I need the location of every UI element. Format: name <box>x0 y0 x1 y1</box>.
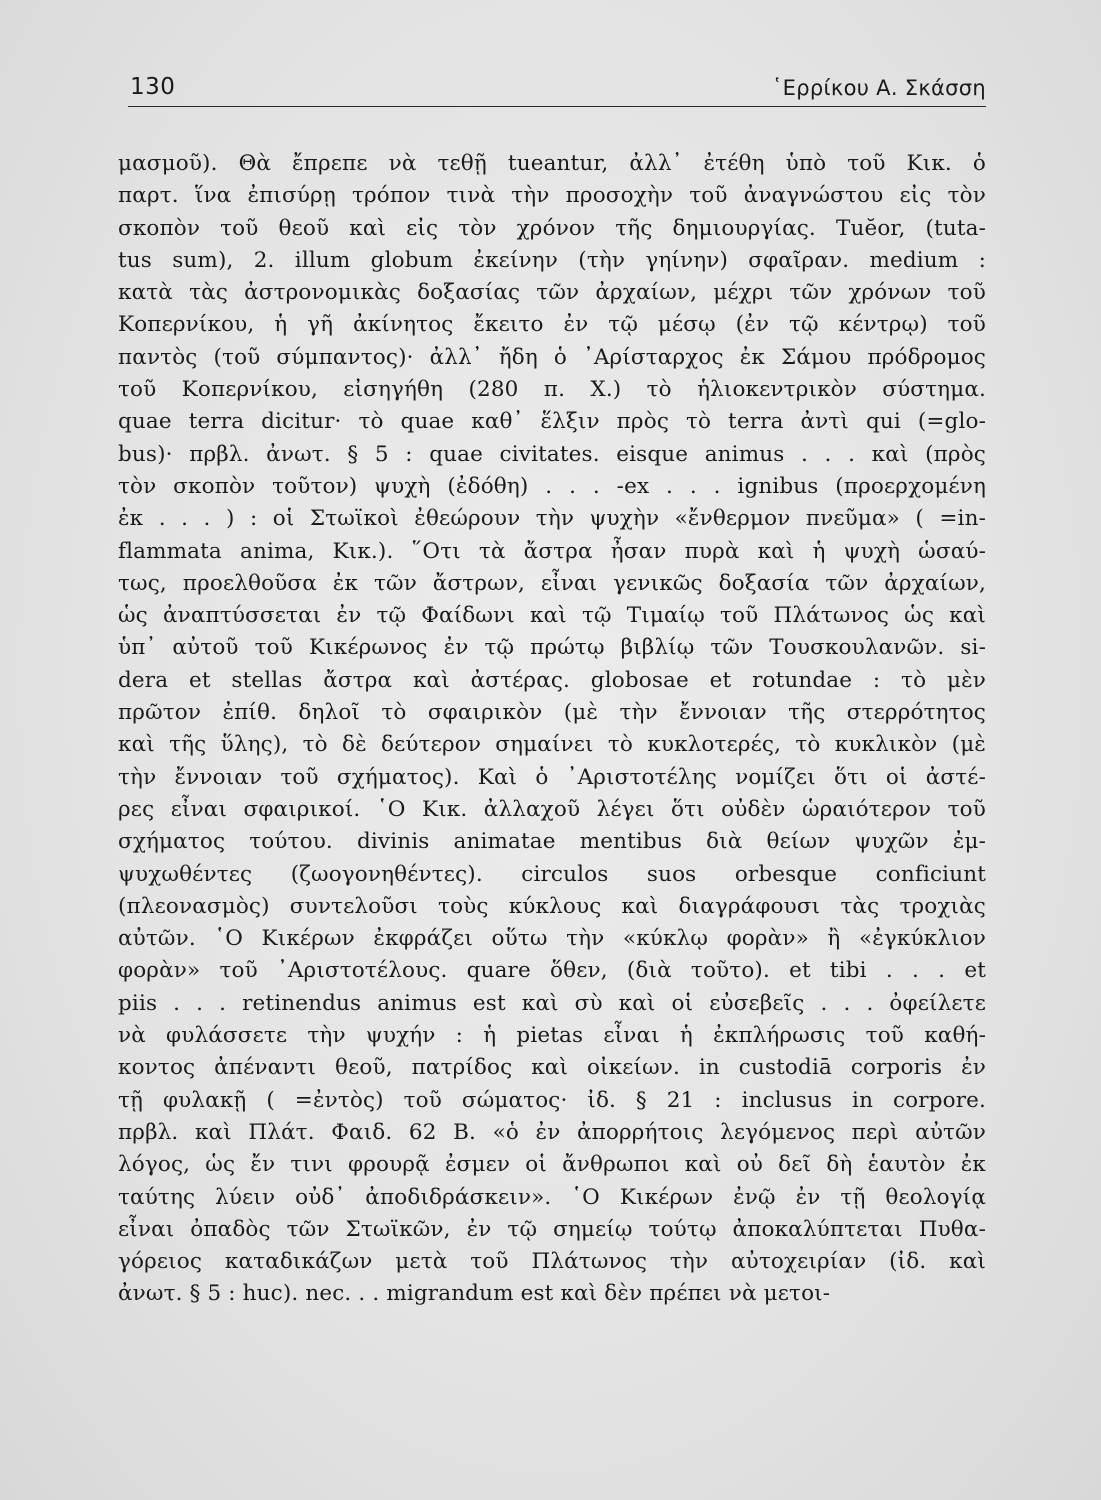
text-line: τὸν σκοπὸν τοῦτον) ψυχὴ (ἐδόθη) . . . -ex . . . ignibus (προερχομένη <box>118 473 986 499</box>
text-line: ψυχωθέντες (ζωογονηθέντες). circulos suos orbesque conficiunt <box>118 861 986 887</box>
text-line: ὑπ᾿ αὐτοῦ τοῦ Κικέρωνος ἐν τῷ πρώτῳ βιβλίῳ τῶν Τουσκουλανῶν. si- <box>118 635 986 661</box>
text-line: τῇ φυλακῇ ( =ἐντὸς) τοῦ σώματος· ἰδ. § 21 : inclusus in corpore. <box>118 1087 986 1113</box>
commentary-text <box>118 148 986 1311</box>
text-line: εἶναι ὀπαδὸς τῶν Στωϊκῶν, ἐν τῷ σημείῳ τούτῳ ἀποκαλύπτεται Πυθα- <box>118 1216 986 1242</box>
text-line: ταύτης λύειν οὐδ᾿ ἀποδιδράσκειν». ῾Ο Κικέρων ἐνῷ ἐν τῇ θεολογίᾳ <box>118 1184 986 1210</box>
text-line: φορὰν» τοῦ ᾿Αριστοτέλους. quare ὅθεν, (διὰ τοῦτο). et tibi . . . et <box>118 958 986 984</box>
text-line: quae terra dicitur· τὸ quae καθ᾿ ἕλξιν πρὸς τὸ terra ἀντὶ qui (=glo- <box>118 409 986 435</box>
text-line: ἀνωτ. § 5 : huc). nec. . . migrandum est καὶ δὲν πρέπει νὰ μετοι- <box>118 1281 831 1307</box>
text-line: νὰ φυλάσσετε τὴν ψυχήν : ἡ pietas εἶναι ἡ ἐκπλήρωσις τοῦ καθή- <box>118 1023 986 1049</box>
text-line: κατὰ τὰς ἀστρονομικὰς δοξασίας τῶν ἀρχαίων, μέχρι τῶν χρόνων τοῦ <box>118 280 986 306</box>
page-header <box>128 72 986 107</box>
text-line: σκοπὸν τοῦ θεοῦ καὶ εἰς τὸν χρόνον τῆς δημιουργίας. Tuĕor, (tuta- <box>118 215 986 241</box>
text-line: σχήματος τούτου. divinis animatae mentibus διὰ θείων ψυχῶν ἐμ- <box>118 829 986 855</box>
text-line: κοντος ἀπέναντι θεοῦ, πατρίδος καὶ οἰκείων. in custodiā corporis ἐν <box>118 1055 986 1081</box>
text-line: μασμοῦ). Θὰ ἔπρεπε νὰ τεθῇ tueantur, ἀλλ᾿ ἐτέθη ὑπὸ τοῦ Κικ. ὁ <box>118 151 986 176</box>
text-line: ρες εἶναι σφαιρικοί. ῾Ο Κικ. ἀλλαχοῦ λέγει ὅτι οὐδὲν ὡραιότερον τοῦ <box>118 796 986 822</box>
text-line: τὴν ἔννοιαν τοῦ σχήματος). Καὶ ὁ ᾿Αριστοτέλης νομίζει ὅτι οἱ ἀστέ- <box>118 764 986 790</box>
text-line: γόρειος καταδικάζων μετὰ τοῦ Πλάτωνος τὴν αὐτοχειρίαν (ἰδ. καὶ <box>118 1249 986 1275</box>
text-line: τοῦ Κοπερνίκου, εἰσηγήθη (280 π. Χ.) τὸ ἡλιοκεντρικὸν σύστημα. <box>118 377 986 403</box>
text-line: ὡς ἀναπτύσσεται ἐν τῷ Φαίδωνι καὶ τῷ Τιμαίῳ τοῦ Πλάτωνος ὡς καὶ <box>118 603 986 629</box>
text-line: Κοπερνίκου, ἡ γῆ ἀκίνητος ἔκειτο ἐν τῷ μέσῳ (ἐν τῷ κέντρῳ) τοῦ <box>118 312 986 338</box>
text-line: αὐτῶν. ῾Ο Κικέρων ἐκφράζει οὕτω τὴν «κύκλῳ φορὰν» ἢ «ἐγκύκλιον <box>118 926 986 952</box>
text-line: bus)· πρβλ. ἀνωτ. § 5 : quae civitates. eisque animus . . . καὶ (πρὸς <box>118 441 986 467</box>
text-line: λόγος, ὡς ἔν τινι φρουρᾷ ἐσμεν οἱ ἄνθρωποι καὶ οὐ δεῖ δὴ ἑαυτὸν ἐκ <box>118 1152 986 1178</box>
text-line: flammata anima, Κικ.). ῞Οτι τὰ ἄστρα ἦσαν πυρὰ καὶ ἡ ψυχὴ ὡσαύ- <box>118 538 986 564</box>
text-line: πρβλ. καὶ Πλάτ. Φαιδ. 62 Β. «ὁ ἐν ἀπορρήτοις λεγόμενος περὶ αὐτῶν <box>118 1119 986 1145</box>
text-line: dera et stellas ἄστρα καὶ ἀστέρας. globosae et rotundae : τὸ μὲν <box>118 667 986 693</box>
text-line: piis . . . retinendus animus est καὶ σὺ καὶ οἱ εὐσεβεῖς . . . ὀφείλετε <box>118 990 986 1016</box>
text-line: τως, προελθοῦσα ἐκ τῶν ἄστρων, εἶναι γενικῶς δοξασία τῶν ἀρχαίων, <box>118 570 986 596</box>
text-line: ἐκ . . . ) : οἱ Στωϊκοὶ ἐθεώρουν τὴν ψυχὴν «ἔνθερμον πνεῦμα» ( =in- <box>118 506 986 532</box>
text-line: tus sum), 2. illum globum ἐκείνην (τὴν γηίνην) σφαῖραν. medium : <box>118 247 986 273</box>
text-line: παντὸς (τοῦ σύμπαντος)· ἀλλ᾿ ἤδη ὁ ᾿Αρίσταρχος ἐκ Σάμου πρόδρομος <box>118 344 986 370</box>
text-line: (πλεονασμὸς) συντελοῦσι τοὺς κύκλους καὶ διαγράφουσι τὰς τροχιὰς <box>118 893 986 919</box>
running-head: ῾Ερρίκου Α. Σκάσση <box>771 76 986 100</box>
text-line: παρτ. ἵνα ἐπισύρῃ τρόπον τινὰ τὴν προσοχὴν τοῦ ἀναγνώστου εἰς τὸν <box>118 183 986 209</box>
text-line: καὶ τῆς ὕλης), τὸ δὲ δεύτερον σημαίνει τὸ κυκλοτερές, τὸ κυκλικὸν (μὲ <box>118 732 986 758</box>
text-line: πρῶτον ἐπίθ. δηλοῖ τὸ σφαιρικὸν (μὲ τὴν ἔννοιαν τῆς στερρότητος <box>118 700 986 726</box>
page-number: 130 <box>130 74 176 100</box>
